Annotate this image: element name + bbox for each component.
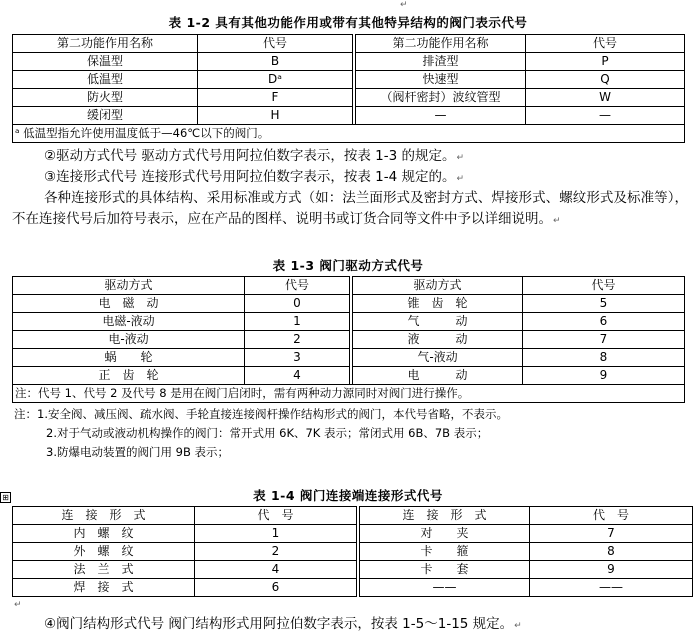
- table-row: [13, 561, 693, 579]
- note-3: 3.防爆电动装置的阀门用 9B 表示；: [46, 445, 229, 459]
- table-note-row: [13, 385, 685, 403]
- table-cell: ——: [360, 579, 530, 597]
- table-cell: 0: [245, 295, 350, 313]
- table-cell: 电磁-液动: [13, 313, 245, 331]
- header-cell: 代号: [245, 277, 350, 295]
- table-row: [13, 367, 685, 385]
- table-cell: 低温型: [13, 71, 198, 89]
- table-cell: 排渣型: [356, 53, 526, 71]
- table-row: [13, 331, 685, 349]
- table-1-3: [12, 276, 685, 403]
- header-cell: 代 号: [530, 507, 693, 525]
- table-cell: 卡 箍: [360, 543, 530, 561]
- table-row: [13, 53, 685, 71]
- note-2: 2.对于气动或液动机构操作的阀门：常开式用 6K、7K 表示；常闭式用 6B、7B 表示；: [46, 426, 489, 440]
- header-cell: 代 号: [195, 507, 357, 525]
- table-1-4: [12, 506, 693, 597]
- header-cell: 驱动方式: [353, 277, 523, 295]
- table-cell: 锥 齿 轮: [353, 295, 523, 313]
- paragraph-drive-code: ②驱动方式代号 驱动方式代号用阿拉伯数字表示，按表 1-3 的规定。↵: [44, 148, 465, 164]
- table-cell: 电 磁 动: [13, 295, 245, 313]
- table-cell: 保温型: [13, 53, 198, 71]
- table-cell: 焊 接 式: [13, 579, 195, 597]
- table-note: 注：代号 1、代号 2 及代号 8 是用在阀门启闭时，需有两种动力源同时对阀门进行操作。: [13, 385, 685, 403]
- paragraph-mark: ↵: [14, 600, 22, 610]
- header-cell: 连 接 形 式: [13, 507, 195, 525]
- table-footnote-row: [13, 125, 685, 143]
- header-cell: 代号: [198, 35, 353, 53]
- table-cell: 快速型: [356, 71, 526, 89]
- table-cell: 缓闭型: [13, 107, 198, 125]
- table-cell: 气 动: [353, 313, 523, 331]
- table-cell: 2: [195, 543, 357, 561]
- header-cell: 第二功能作用名称: [356, 35, 526, 53]
- table-row: [13, 313, 685, 331]
- paragraph-mark: ↵: [400, 0, 408, 10]
- table-cell: ——: [530, 579, 693, 597]
- table-cell: 蜗 轮: [13, 349, 245, 367]
- table-cell: 9: [523, 367, 685, 385]
- table-cell: 8: [523, 349, 685, 367]
- table-cell: 对 夹: [360, 525, 530, 543]
- table-cell: 4: [245, 367, 350, 385]
- table-cell: H: [198, 107, 353, 125]
- table-header-row: [13, 277, 685, 295]
- table-cell: B: [198, 53, 353, 71]
- table-row: [13, 543, 693, 561]
- paragraph-structure-code: ④阀门结构形式代号 阀门结构形式用阿拉伯数字表示，按表 1-5～1-15 规定。↵: [44, 616, 522, 632]
- table-cell: 外 螺 纹: [13, 543, 195, 561]
- table-cell: 6: [195, 579, 357, 597]
- header-cell: 驱动方式: [13, 277, 245, 295]
- table-cell: 法 兰 式: [13, 561, 195, 579]
- table-cell: F: [198, 89, 353, 107]
- table-cell: 1: [245, 313, 350, 331]
- table-1-3-caption: 表 1-3 阀门驱动方式代号: [272, 258, 424, 273]
- table-row: [13, 579, 693, 597]
- table-row: [13, 349, 685, 367]
- table-cell: 4: [195, 561, 357, 579]
- table-cell: 7: [530, 525, 693, 543]
- header-cell: 连 接 形 式: [360, 507, 530, 525]
- table-1-2: [12, 34, 685, 143]
- table-cell: 内 螺 纹: [13, 525, 195, 543]
- table-cell: 卡 套: [360, 561, 530, 579]
- table-cell: Q: [526, 71, 685, 89]
- note-1: 注：1.安全阀、减压阀、疏水阀、手轮直接连接阀杆操作结构形式的阀门，本代号省略，不表示。: [14, 407, 508, 421]
- table-cell: （阀杆密封）波纹管型: [356, 89, 526, 107]
- table-cell: 9: [530, 561, 693, 579]
- table-cell: 3: [245, 349, 350, 367]
- table-cell: 电 动: [353, 367, 523, 385]
- table-cell: —: [356, 107, 526, 125]
- table-row: [13, 71, 685, 89]
- table-row: [13, 89, 685, 107]
- table-cell: 7: [523, 331, 685, 349]
- table-cell: 正 齿 轮: [13, 367, 245, 385]
- table-row: [13, 107, 685, 125]
- header-cell: 代号: [526, 35, 685, 53]
- table-cell: 6: [523, 313, 685, 331]
- header-cell: 代号: [523, 277, 685, 295]
- paragraph-connection-detail: 各种连接形式的具体结构、采用标准或方式（如：法兰面形式及密封方式、焊接形式、螺纹形式及标准等），不在连接代号后加符号表示，应在产品的图样、说明书或订货合同等文件中予以详细说明。↵: [12, 190, 688, 227]
- table-cell: 5: [523, 295, 685, 313]
- table-cell: —: [526, 107, 685, 125]
- paragraph-connection-code: ③连接形式代号 连接形式代号用阿拉伯数字表示，按表 1-4 规定的。↵: [44, 169, 465, 185]
- table-move-handle-icon[interactable]: ⊞: [0, 492, 11, 503]
- header-cell: 第二功能作用名称: [13, 35, 198, 53]
- table-header-row: [13, 507, 693, 525]
- table-row: [13, 525, 693, 543]
- table-row: [13, 295, 685, 313]
- table-1-4-caption: 表 1-4 阀门连接端连接形式代号: [253, 488, 443, 503]
- table-cell: 气-液动: [353, 349, 523, 367]
- table-1-2-caption: 表 1-2 具有其他功能作用或带有其他特异结构的阀门表示代号: [168, 15, 528, 30]
- table-footnote: ᵃ 低温型指允许使用温度低于—46℃以下的阀门。: [13, 125, 685, 143]
- table-cell: 2: [245, 331, 350, 349]
- table-cell: P: [526, 53, 685, 71]
- table-cell: 液 动: [353, 331, 523, 349]
- table-cell: 8: [530, 543, 693, 561]
- table-cell: 电-液动: [13, 331, 245, 349]
- table-header-row: [13, 35, 685, 53]
- table-cell: 1: [195, 525, 357, 543]
- table-cell: 防火型: [13, 89, 198, 107]
- table-cell: Dᵃ: [198, 71, 353, 89]
- table-cell: W: [526, 89, 685, 107]
